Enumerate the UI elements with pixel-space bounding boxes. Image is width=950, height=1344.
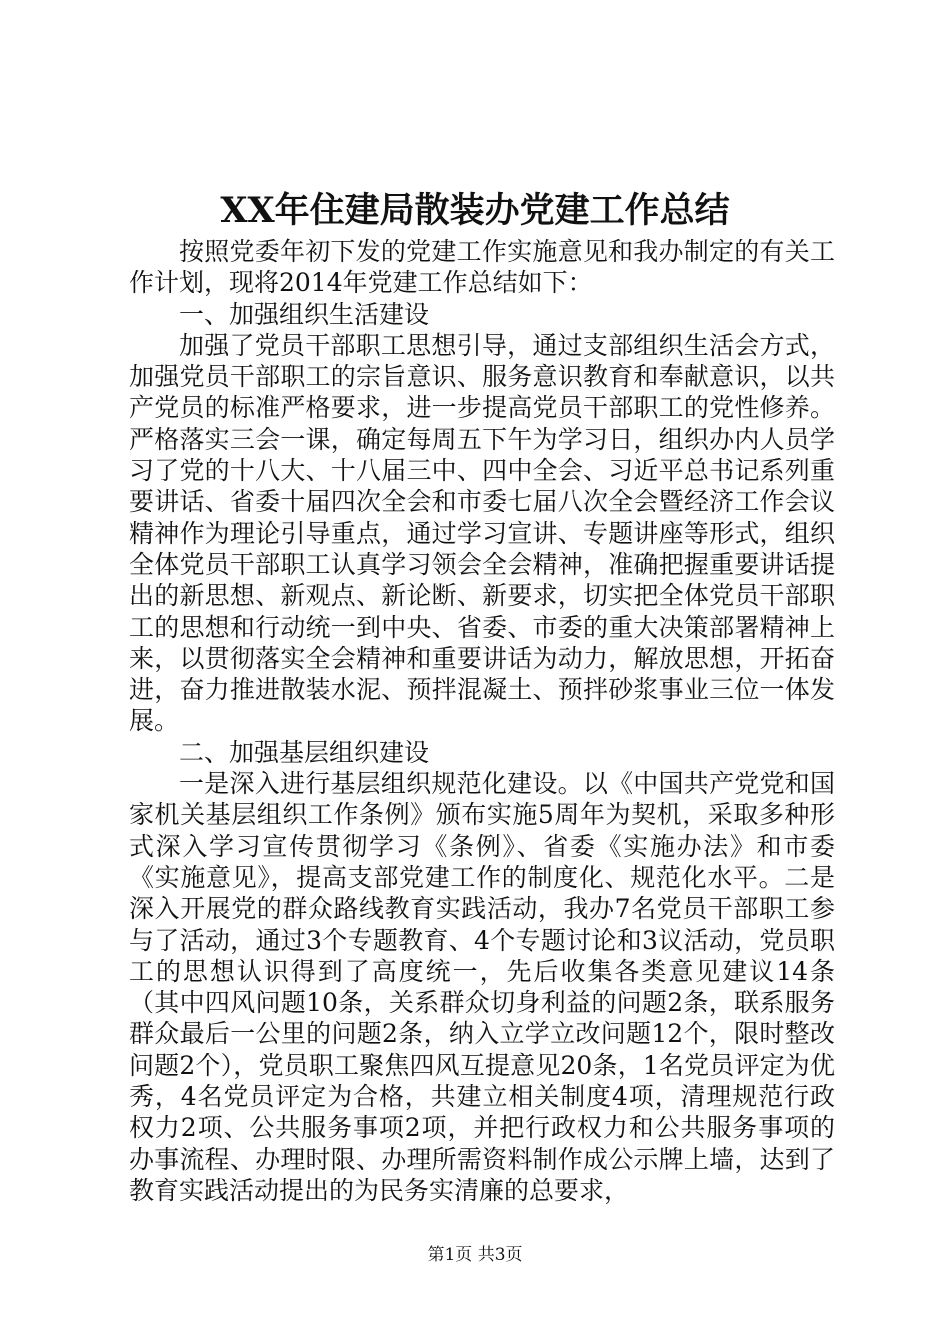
document-title: XX年住建局散装办党建工作总结 [220, 190, 730, 231]
section-2-paragraph: 一是深入进行基层组织规范化建设。以《中国共产党党和国家机关基层组织工作条例》颁布实施5周年为契机，采取多种形式深入学习宣传贯彻学习《条例》、省委《实施办法》和市委《实施意见》，提高支部党建工作的制度化、规范化水平。二是深入开展党的群众路线教育实践活动，我办7名党员干部职工参与了活动，通过3个专题教育、4个专题讨论和3议活动，党员职工的思想认识得到了高度统一，先后收集各类意见建议14条（其中四风问题10条，关系群众切身利益的问题2条，联系服务群众最后一公里的问题2条，纳入立学立改问题12个，限时整改问题2个），党员职工聚焦四风互提意见20条，1名党员评定为优秀，4名党员评定为合格，共建立相关制度4项，清理规范行政权力2项、公共服务事项2项，并把行政权力和公共服务事项的办事流程、办理时限、办理所需资料制作成公示牌上墙，达到了教育实践活动提出的为民务实清廉的总要求， [129, 769, 835, 1205]
section-1-paragraph: 加强了党员干部职工思想引导，通过支部组织生活会方式，加强党员干部职工的宗旨意识、服务意识教育和奉献意识，以共产党员的标准严格要求，进一步提高党员干部职工的党性修养。严格落实三会一课，确定每周五下午为学习日，组织办内人员学习了党的十八大、十八届三中、四中全会、习近平总书记系列重要讲话、省委十届四次全会和市委七届八次全会暨经济工作会议精神作为理论引导重点，通过学习宣讲、专题讲座等形式，组织全体党员干部职工认真学习领会全会精神，准确把握重要讲话提出的新思想、新观点、新论断、新要求，切实把全体党员干部职工的思想和行动统一到中央、省委、市委的重大决策部署精神上来，以贯彻落实全会精神和重要讲话为动力，解放思想，开拓奋进，奋力推进散装水泥、预拌混凝土、预拌砂浆事业三位一体发展。 [129, 330, 835, 736]
document-body [129, 236, 835, 1206]
section-heading-1: 一、加强组织生活建设 [179, 299, 430, 329]
intro-paragraph: 按照党委年初下发的党建工作实施意见和我办制定的有关工作计划，现将2014年党建工作总结如下： [129, 237, 835, 298]
section-heading-2: 二、加强基层组织建设 [179, 737, 430, 767]
page-footer: 第1页 共3页 [427, 1245, 523, 1265]
